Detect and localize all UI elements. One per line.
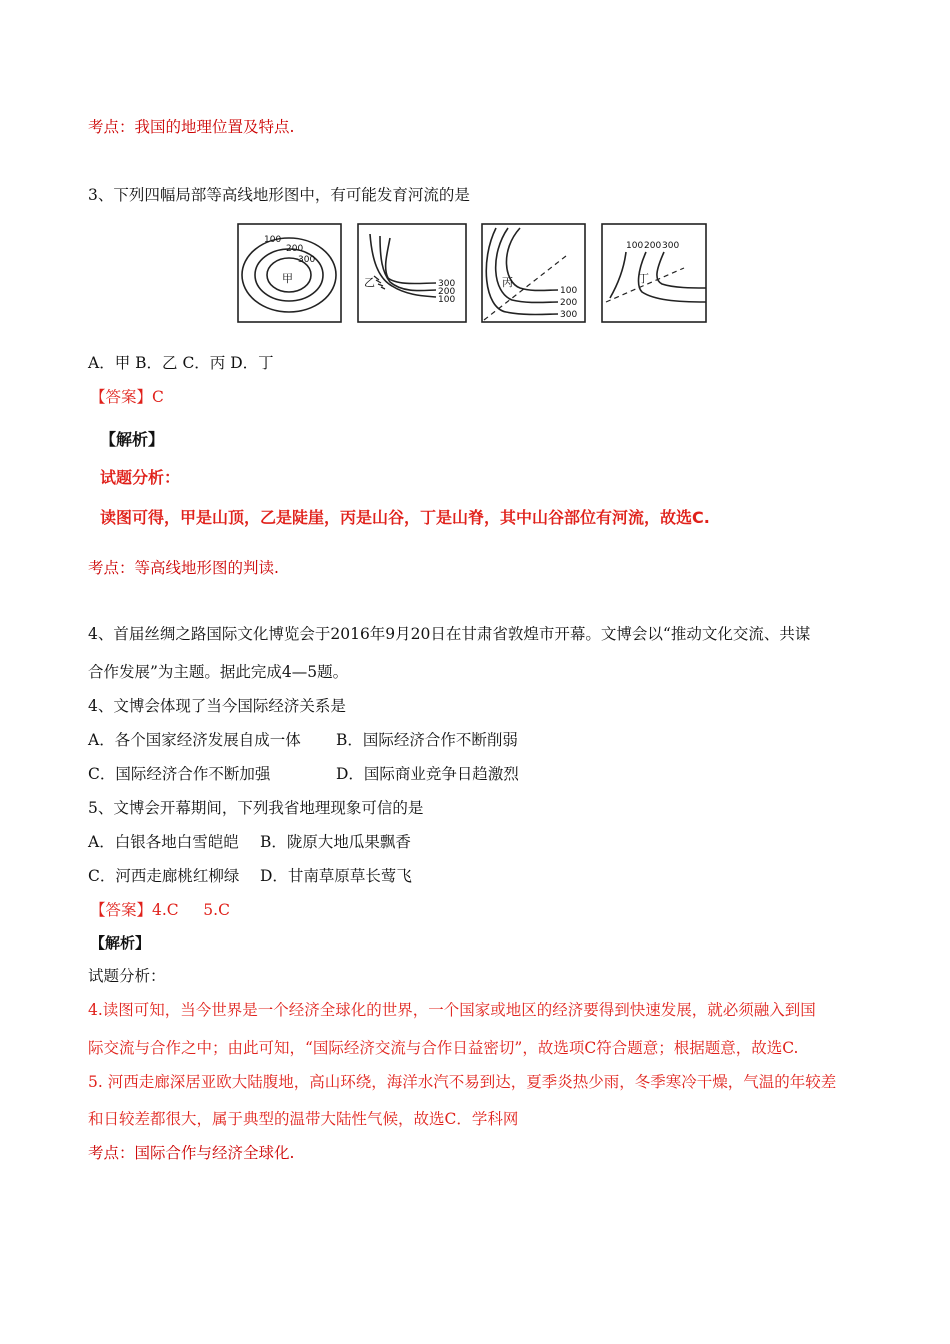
question-3-jiexi: 【解析】 [100,430,165,449]
label-yi-100: 100 [438,295,456,305]
answer-5-line-2: 和日较差都很大，属于典型的温带大陆性气候，故选C．学科网 [88,1110,519,1128]
question-4-option-d: D．国际商业竞争日趋激烈 [336,765,519,783]
question-3-answer: 【答案】C [90,388,164,406]
question-5-option-c: C．河西走廊桃红柳绿 [88,867,240,885]
question-4-options-cd [88,764,519,784]
question-5-option-a: A．白银各地白雪皑皑 [88,833,239,851]
question-4-option-b: B．国际经济合作不断削弱 [336,731,518,749]
q45-jiexi: 【解析】 [90,934,151,952]
answer-5-line-1: 5. 河西走廊深居亚欧大陆腹地，高山环绕，海洋水汽不易到达，夏季炎热少雨，冬季寒冷干燥，气温的年较差 [88,1073,837,1091]
label-jia-200: 200 [286,244,304,254]
answer-4-line-2: 际交流与合作之中；由此可知，“国际经济交流与合作日益密切”，故选项C符合题意；根据题意，故选C. [88,1039,799,1057]
label-bing: 丙 [502,276,513,289]
label-bing-300: 300 [560,310,578,320]
contour-ding-1 [610,252,626,298]
kaodian-location: 考点：我国的地理位置及特点. [88,118,295,136]
question-5-option-b: B．陇原大地瓜果飘香 [260,833,411,851]
label-jia-100: 100 [264,235,282,245]
label-ding-200: 200 [644,241,662,251]
question-5-option-d: D．甘南草原草长莺飞 [260,867,412,885]
panel-ding [602,224,706,322]
label-jia-300: 300 [298,255,316,265]
label-ding-300: 300 [662,241,680,251]
contour-yi-3 [386,238,436,284]
q45-kaodian: 考点：国际合作与经济全球化. [88,1144,295,1162]
label-bing-100: 100 [560,286,578,296]
question-3-kaodian: 考点：等高线地形图的判读. [88,559,279,577]
question-4-options-ab [88,730,518,750]
panel-yi [358,224,466,322]
label-ding: 丁 [638,272,649,285]
question-5-options-cd [88,866,412,886]
question-3-analysis: 读图可得，甲是山顶，乙是陡崖，丙是山谷，丁是山脊，其中山谷部位有河流，故选C. [100,508,710,527]
question-3-options: A．甲 B．乙 C．丙 D．丁 [88,354,274,372]
label-yi-300: 300 [438,279,456,289]
q45-intro-line-1: 4、首届丝绸之路国际文化博览会于2016年9月20日在甘肃省敦煌市开幕。文博会以“推动文化交流、共谋 [88,625,811,643]
question-4-stem: 4、文博会体现了当今国际经济关系是 [88,697,346,715]
contour-map-figure [230,220,720,328]
q45-answer: 【答案】4.C 5.C [90,901,230,919]
q45-fenxi: 试题分析： [88,967,166,985]
question-5-stem: 5、文博会开幕期间，下列我省地理现象可信的是 [88,799,424,817]
question-3-fenxi: 试题分析： [100,468,181,487]
contour-bing-1 [506,228,558,291]
answer-4-line-1: 4.读图可知，当今世界是一个经济全球化的世界，一个国家或地区的经济要得到快速发展，就必须融入到国 [88,1001,816,1019]
label-yi: 乙 [364,276,375,289]
question-3-stem: 3、下列四幅局部等高线地形图中，有可能发育河流的是 [88,186,470,204]
label-yi-200: 200 [438,287,456,297]
contour-bing-2 [496,228,558,303]
label-jia: 甲 [282,272,293,285]
question-5-options-ab [88,832,411,852]
q45-intro-line-2: 合作发展”为主题。据此完成4—5题。 [88,663,349,681]
contour-ding-3 [657,252,706,288]
question-4-option-a: A．各个国家经济发展自成一体 [88,731,301,749]
question-4-option-c: C．国际经济合作不断加强 [88,765,271,783]
label-bing-200: 200 [560,298,578,308]
label-ding-100: 100 [626,241,644,251]
